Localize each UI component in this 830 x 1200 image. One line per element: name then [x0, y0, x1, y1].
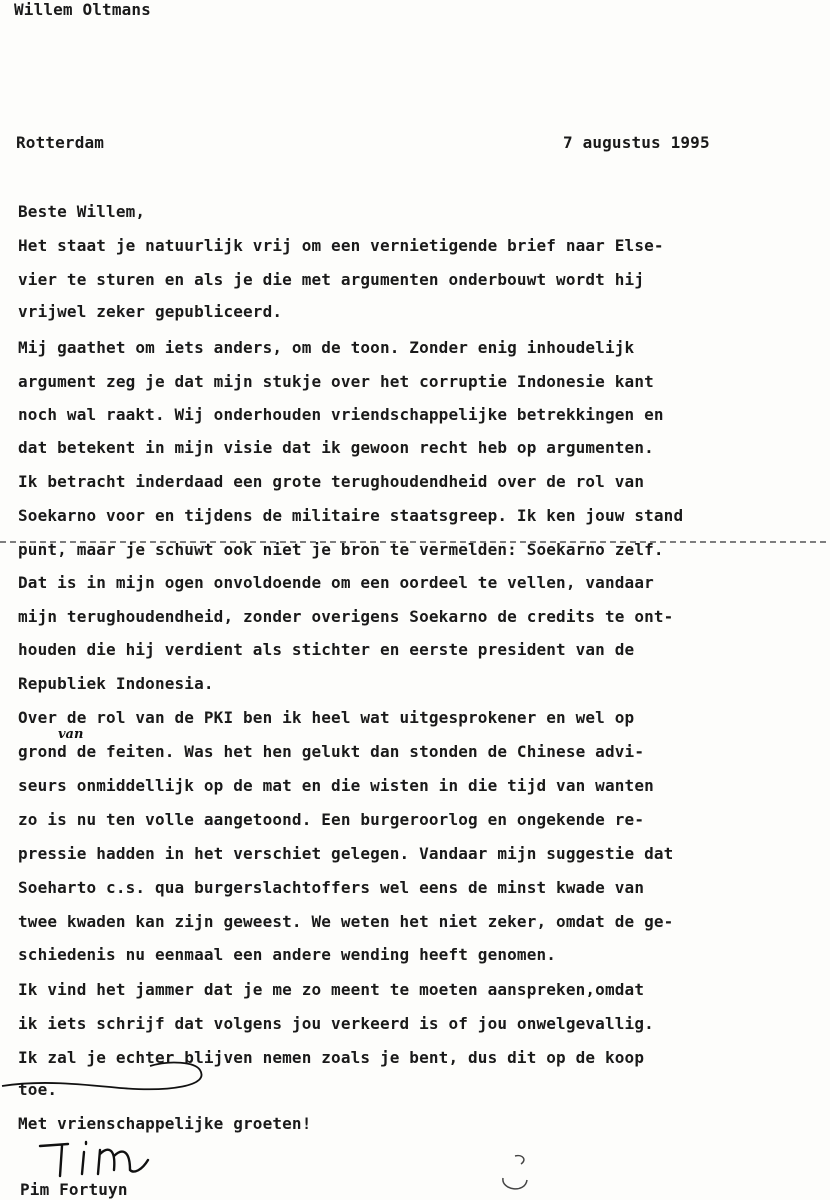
body-line: toe.: [18, 1080, 58, 1099]
body-line: dat betekent in mijn visie dat ik gewoon recht heb op argumenten.: [18, 438, 654, 457]
body-line: mijn terughoudendheid, zonder overigens Soekarno de credits te ont-: [18, 607, 674, 626]
body-line: pressie hadden in het verschiet gelegen. Vandaar mijn suggestie dat: [18, 844, 674, 863]
body-line: vier te sturen en als je die met argumenten onderbouwt wordt hij: [18, 270, 645, 289]
signature-scribble: [38, 1140, 168, 1180]
body-line: punt, maar je schuwt ook niet je bron te vermelden: Soekarno zelf.: [18, 540, 664, 559]
closing: Met vrienschappelijke groeten!: [18, 1114, 312, 1133]
sender-name: Willem Oltmans: [14, 0, 151, 19]
signature-name: Pim Fortuyn: [20, 1180, 128, 1199]
body-line: schiedenis nu eenmaal een andere wending heeft genomen.: [18, 945, 557, 964]
body-line: seurs onmiddellijk op de mat en die wisten in die tijd van wanten: [18, 776, 654, 795]
body-line: Mij gaathet om iets anders, om de toon. Zonder enig inhoudelijk: [18, 338, 635, 357]
letter-date: 7 augustus 1995: [563, 133, 710, 152]
letter-city: Rotterdam: [16, 133, 105, 152]
body-line: Over de rol van de PKI ben ik heel wat uitgesprokener en wel op: [18, 708, 635, 727]
body-line: grond de feiten. Was het hen gelukt dan stonden de Chinese advi-: [18, 742, 645, 761]
body-line: Dat is in mijn ogen onvoldoende om een oordeel te vellen, vandaar: [18, 573, 654, 592]
body-line: zo is nu ten volle aangetoond. Een burgeroorlog en ongekende re-: [18, 810, 645, 829]
salutation: Beste Willem,: [18, 202, 146, 221]
body-line: Soekarno voor en tijdens de militaire staatsgreep. Ik ken jouw stand: [18, 506, 684, 525]
body-line: vrijwel zeker gepubliceerd.: [18, 302, 283, 321]
body-line: Ik zal je echter blijven nemen zoals je bent, dus dit op de koop: [18, 1048, 645, 1067]
body-line: Soeharto c.s. qua burgerslachtoffers wel eens de minst kwade van: [18, 878, 645, 897]
body-line: Republiek Indonesia.: [18, 674, 214, 693]
body-line: twee kwaden kan zijn geweest. We weten het niet zeker, omdat de ge-: [18, 912, 674, 931]
body-line: ik iets schrijf dat volgens jou verkeerd is of jou onwelgevallig.: [18, 1014, 654, 1033]
pen-stroke-mark: [0, 1058, 220, 1098]
body-line: argument zeg je dat mijn stukje over het corruptie Indonesie kant: [18, 372, 654, 391]
strike-through-mark: [0, 536, 830, 548]
handwritten-insert: van: [58, 727, 84, 742]
body-line: noch wal raakt. Wij onderhouden vriendschappelijke betrekkingen en: [18, 405, 664, 424]
body-line: houden die hij verdient als stichter en eerste president van de: [18, 640, 635, 659]
body-line: Ik vind het jammer dat je me zo meent te moeten aanspreken,omdat: [18, 980, 645, 999]
body-line: Het staat je natuurlijk vrij om een vernietigende brief naar Else-: [18, 236, 664, 255]
body-line: Ik betracht inderdaad een grote terughoudendheid over de rol van: [18, 472, 645, 491]
stamp-mark: [495, 1150, 535, 1195]
